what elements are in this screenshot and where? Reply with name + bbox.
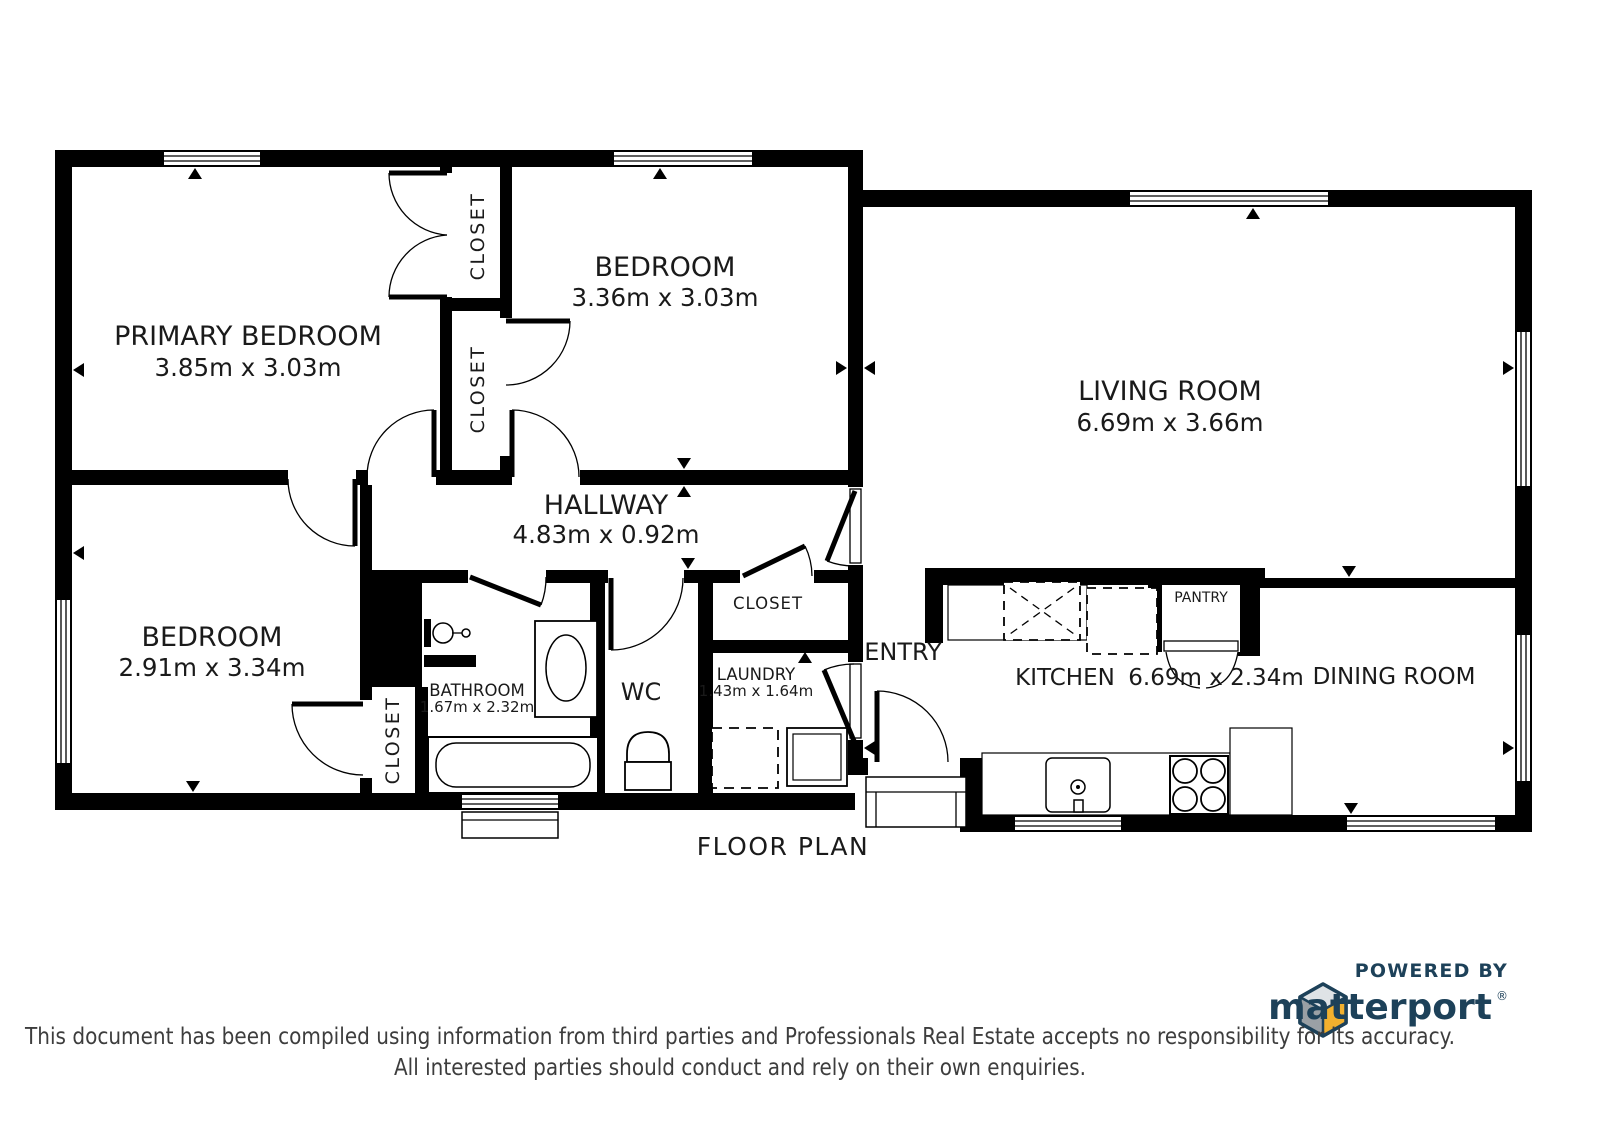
- window-icon: [1516, 331, 1531, 487]
- toilet-icon: [625, 732, 671, 790]
- window-icon: [461, 794, 559, 809]
- footer: [24, 960, 1508, 1081]
- living-room-dims: 6.69m x 3.66m: [1076, 408, 1264, 437]
- closet-door-icon: [506, 321, 570, 385]
- dishwasher-dashed-icon: [1004, 582, 1080, 640]
- bedroom2-door-icon: [512, 410, 579, 477]
- window-icon: [1346, 816, 1496, 831]
- window-icon: [613, 151, 753, 166]
- wc-door-icon: [611, 578, 683, 650]
- window-icon: [163, 151, 261, 166]
- washer-box-icon: [535, 621, 597, 717]
- kitchen-dims: 6.69m x 2.34m: [1128, 665, 1304, 691]
- kitchen-counter-south: [982, 728, 1292, 815]
- hallway-dims: 4.83m x 0.92m: [512, 520, 700, 549]
- bedroom3-label: BEDROOM: [141, 622, 283, 653]
- wc-label: WC: [620, 678, 662, 706]
- window-icon: [1516, 634, 1531, 782]
- front-door-icon: [877, 691, 948, 762]
- bathtub-icon: [428, 737, 598, 793]
- hall-closet-label: CLOSET: [732, 594, 804, 613]
- kitchen-sink-icon: [1046, 758, 1110, 812]
- window-icon: [56, 599, 71, 764]
- plan-title: FLOOR PLAN: [696, 832, 870, 861]
- laundry-label: LAUNDRY: [716, 665, 796, 684]
- bathroom-dims: 1.67m x 2.32m: [419, 698, 535, 716]
- entry-porch-step: [866, 777, 966, 827]
- bathroom-sink-icon: [424, 619, 476, 667]
- entry-label: ENTRY: [864, 638, 942, 666]
- window-icon: [1014, 816, 1122, 831]
- pantry-label: PANTRY: [1174, 590, 1228, 606]
- hallway-label: HALLWAY: [543, 490, 669, 521]
- dining-room-label: DINING ROOM: [1312, 664, 1476, 690]
- matterport-wordmark: matterport: [1268, 987, 1492, 1028]
- bathroom-step: [462, 812, 558, 838]
- kitchen-label: KITCHEN: [1015, 665, 1115, 691]
- primary-bedroom-dims: 3.85m x 3.03m: [154, 353, 342, 382]
- fridge-dashed-icon: [1087, 588, 1157, 654]
- bathroom-label: BATHROOM: [429, 681, 525, 700]
- laundry-appliance-dashed-icon: [712, 728, 778, 788]
- window-icon: [1129, 191, 1329, 206]
- closet-double-door-icon: [389, 173, 447, 297]
- bedroom2-label: BEDROOM: [594, 252, 736, 283]
- bedroom3-door-icon: [288, 479, 355, 546]
- primary-bedroom-label: PRIMARY BEDROOM: [114, 321, 382, 352]
- powered-by-label: POWERED BY: [1354, 960, 1508, 982]
- living-room-label: LIVING ROOM: [1078, 376, 1262, 407]
- closet2-label: CLOSET: [467, 344, 489, 434]
- stove-icon: [1170, 756, 1228, 814]
- laundry-dims: 1.43m x 1.64m: [698, 682, 814, 700]
- bedroom2-dims: 3.36m x 3.03m: [571, 283, 759, 312]
- primary-bedroom-door-icon: [367, 410, 434, 477]
- laundry-washer-icon: [787, 728, 847, 786]
- closet3-label: CLOSET: [382, 695, 404, 785]
- disclaimer-line-2: All interested parties should conduct and rely on their own enquiries.: [394, 1055, 1086, 1081]
- closet1-label: CLOSET: [467, 191, 489, 281]
- registered-mark: ®: [1496, 989, 1508, 1003]
- bedroom3-closet-door-icon: [292, 704, 363, 775]
- bedroom3-dims: 2.91m x 3.34m: [118, 653, 306, 682]
- disclaimer-line-1: This document has been compiled using information from third parties and Professionals Real Estate accepts no responsibility for its accuracy.: [24, 1024, 1455, 1050]
